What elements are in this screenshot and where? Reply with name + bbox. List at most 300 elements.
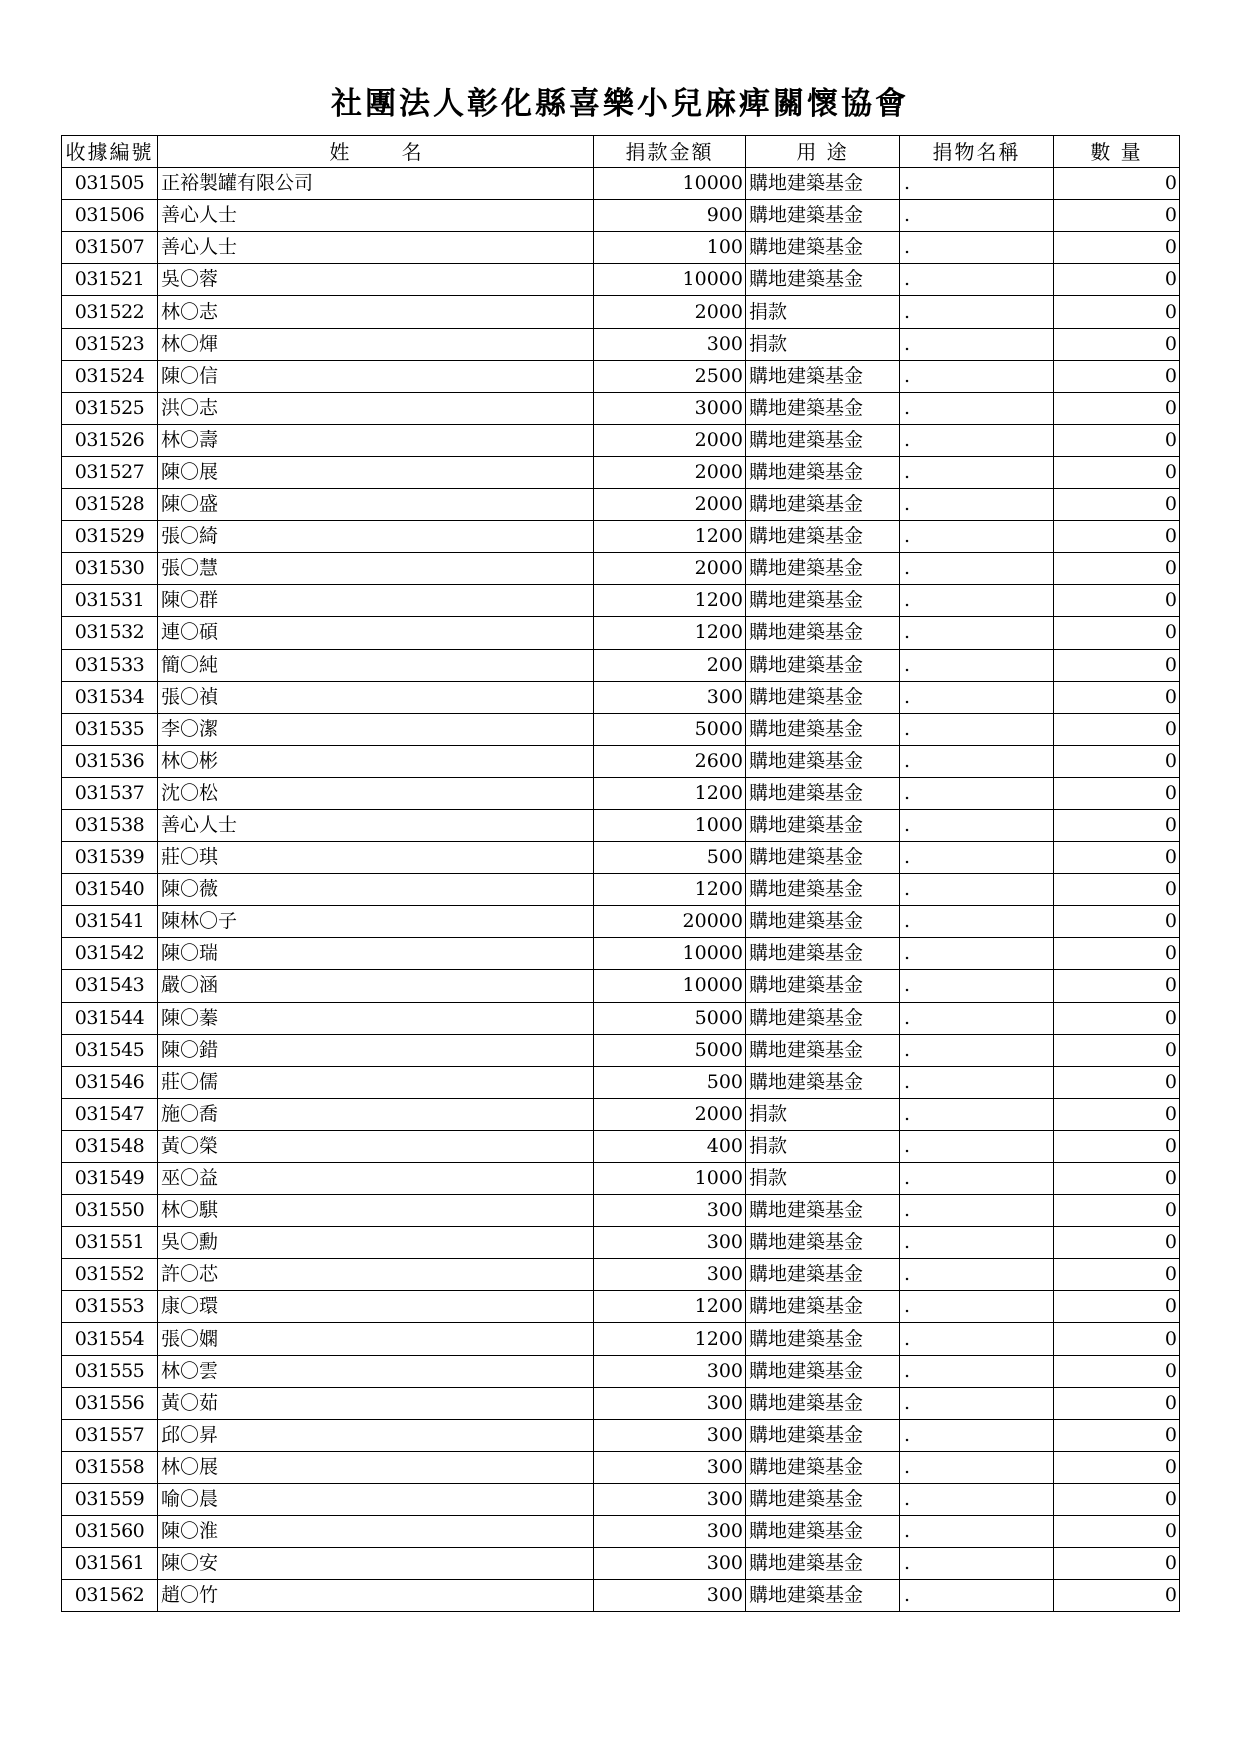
item-name-cell: . — [900, 681, 1054, 713]
receipt-no-cell: 031505 — [62, 168, 158, 200]
donor-name-cell: 陳林〇子 — [158, 906, 594, 938]
purpose-cell: 捐款 — [746, 1098, 900, 1130]
table-row — [62, 1130, 1180, 1162]
table-row — [62, 168, 1180, 200]
purpose-cell: 購地建築基金 — [746, 809, 900, 841]
quantity-cell: 0 — [1054, 392, 1180, 424]
table-row — [62, 360, 1180, 392]
amount-cell: 2000 — [594, 424, 746, 456]
item-name-cell: . — [900, 809, 1054, 841]
amount-cell: 10000 — [594, 970, 746, 1002]
quantity-cell: 0 — [1054, 264, 1180, 296]
donor-name-cell: 林〇志 — [158, 296, 594, 328]
amount-cell: 5000 — [594, 1034, 746, 1066]
table-row — [62, 970, 1180, 1002]
amount-cell: 5000 — [594, 713, 746, 745]
table-row — [62, 1387, 1180, 1419]
purpose-cell: 購地建築基金 — [746, 360, 900, 392]
table-row — [62, 938, 1180, 970]
quantity-cell: 0 — [1054, 1419, 1180, 1451]
receipt-no-cell: 031534 — [62, 681, 158, 713]
table-row — [62, 521, 1180, 553]
purpose-cell: 購地建築基金 — [746, 1195, 900, 1227]
item-name-cell: . — [900, 1451, 1054, 1483]
item-name-cell: . — [900, 168, 1054, 200]
purpose-cell: 捐款 — [746, 1163, 900, 1195]
item-name-cell: . — [900, 424, 1054, 456]
donor-name-cell: 張〇綺 — [158, 521, 594, 553]
table-row — [62, 1163, 1180, 1195]
amount-cell: 200 — [594, 649, 746, 681]
purpose-cell: 捐款 — [746, 296, 900, 328]
receipt-no-cell: 031506 — [62, 200, 158, 232]
item-name-cell: . — [900, 906, 1054, 938]
receipt-no-cell: 031552 — [62, 1259, 158, 1291]
item-name-cell: . — [900, 1002, 1054, 1034]
table-row — [62, 1259, 1180, 1291]
quantity-cell: 0 — [1054, 842, 1180, 874]
donor-name-cell: 黃〇茹 — [158, 1387, 594, 1419]
purpose-cell: 購地建築基金 — [746, 1291, 900, 1323]
purpose-cell: 購地建築基金 — [746, 617, 900, 649]
amount-cell: 10000 — [594, 938, 746, 970]
amount-cell: 10000 — [594, 264, 746, 296]
quantity-cell: 0 — [1054, 1227, 1180, 1259]
quantity-cell: 0 — [1054, 1580, 1180, 1612]
item-name-cell: . — [900, 1098, 1054, 1130]
table-row — [62, 392, 1180, 424]
receipt-no-cell: 031556 — [62, 1387, 158, 1419]
receipt-no-cell: 031536 — [62, 745, 158, 777]
item-name-cell: . — [900, 1419, 1054, 1451]
amount-cell: 1000 — [594, 1163, 746, 1195]
receipt-no-cell: 031554 — [62, 1323, 158, 1355]
donor-name-cell: 簡〇純 — [158, 649, 594, 681]
quantity-cell: 0 — [1054, 1034, 1180, 1066]
purpose-cell: 購地建築基金 — [746, 168, 900, 200]
purpose-cell: 購地建築基金 — [746, 1259, 900, 1291]
quantity-cell: 0 — [1054, 1259, 1180, 1291]
donor-name-cell: 林〇煇 — [158, 328, 594, 360]
item-name-cell: . — [900, 1130, 1054, 1162]
receipt-no-cell: 031527 — [62, 456, 158, 488]
item-name-cell: . — [900, 489, 1054, 521]
receipt-no-cell: 031546 — [62, 1066, 158, 1098]
receipt-no-cell: 031557 — [62, 1419, 158, 1451]
quantity-cell: 0 — [1054, 1323, 1180, 1355]
donor-name-cell: 張〇慧 — [158, 553, 594, 585]
header-quantity: 數 量 — [1054, 136, 1180, 168]
table-row — [62, 1098, 1180, 1130]
quantity-cell: 0 — [1054, 938, 1180, 970]
purpose-cell: 購地建築基金 — [746, 585, 900, 617]
item-name-cell: . — [900, 777, 1054, 809]
header-amount: 捐款金額 — [594, 136, 746, 168]
amount-cell: 300 — [594, 1516, 746, 1548]
item-name-cell: . — [900, 617, 1054, 649]
purpose-cell: 購地建築基金 — [746, 874, 900, 906]
table-row — [62, 1291, 1180, 1323]
donor-name-cell: 林〇壽 — [158, 424, 594, 456]
purpose-cell: 捐款 — [746, 1130, 900, 1162]
amount-cell: 1000 — [594, 809, 746, 841]
amount-cell: 1200 — [594, 1291, 746, 1323]
donor-name-cell: 陳〇安 — [158, 1548, 594, 1580]
table-row — [62, 1580, 1180, 1612]
table-row — [62, 1355, 1180, 1387]
purpose-cell: 購地建築基金 — [746, 1002, 900, 1034]
table-row — [62, 1516, 1180, 1548]
amount-cell: 300 — [594, 1419, 746, 1451]
table-row — [62, 809, 1180, 841]
donor-name-cell: 陳〇群 — [158, 585, 594, 617]
quantity-cell: 0 — [1054, 1002, 1180, 1034]
receipt-no-cell: 031507 — [62, 232, 158, 264]
item-name-cell: . — [900, 1227, 1054, 1259]
quantity-cell: 0 — [1054, 1355, 1180, 1387]
quantity-cell: 0 — [1054, 328, 1180, 360]
receipt-no-cell: 031558 — [62, 1451, 158, 1483]
purpose-cell: 購地建築基金 — [746, 200, 900, 232]
receipt-no-cell: 031555 — [62, 1355, 158, 1387]
quantity-cell: 0 — [1054, 1163, 1180, 1195]
amount-cell: 500 — [594, 842, 746, 874]
receipt-no-cell: 031529 — [62, 521, 158, 553]
purpose-cell: 購地建築基金 — [746, 681, 900, 713]
purpose-cell: 購地建築基金 — [746, 649, 900, 681]
table-row — [62, 777, 1180, 809]
table-row — [62, 553, 1180, 585]
item-name-cell: . — [900, 745, 1054, 777]
donor-name-cell: 陳〇蓁 — [158, 1002, 594, 1034]
table-header-row — [62, 136, 1180, 168]
document-title: 社團法人彰化縣喜樂小兒麻痺關懷協會 — [331, 86, 909, 122]
donor-name-cell: 陳〇瑞 — [158, 938, 594, 970]
item-name-cell: . — [900, 328, 1054, 360]
receipt-no-cell: 031539 — [62, 842, 158, 874]
purpose-cell: 購地建築基金 — [746, 1387, 900, 1419]
item-name-cell: . — [900, 1323, 1054, 1355]
donor-name-cell: 吳〇勳 — [158, 1227, 594, 1259]
receipt-no-cell: 031545 — [62, 1034, 158, 1066]
table-row — [62, 1034, 1180, 1066]
item-name-cell: . — [900, 874, 1054, 906]
item-name-cell: . — [900, 1066, 1054, 1098]
quantity-cell: 0 — [1054, 585, 1180, 617]
quantity-cell: 0 — [1054, 1130, 1180, 1162]
receipt-no-cell: 031541 — [62, 906, 158, 938]
item-name-cell: . — [900, 1516, 1054, 1548]
receipt-no-cell: 031532 — [62, 617, 158, 649]
table-row — [62, 585, 1180, 617]
purpose-cell: 購地建築基金 — [746, 1516, 900, 1548]
donor-name-cell: 林〇騏 — [158, 1195, 594, 1227]
table-row — [62, 1066, 1180, 1098]
item-name-cell: . — [900, 649, 1054, 681]
table-row — [62, 264, 1180, 296]
donor-name-cell: 陳〇薇 — [158, 874, 594, 906]
purpose-cell: 購地建築基金 — [746, 842, 900, 874]
table-row — [62, 424, 1180, 456]
quantity-cell: 0 — [1054, 1483, 1180, 1515]
table-row — [62, 296, 1180, 328]
amount-cell: 300 — [594, 328, 746, 360]
amount-cell: 300 — [594, 1548, 746, 1580]
table-row — [62, 1323, 1180, 1355]
receipt-no-cell: 031542 — [62, 938, 158, 970]
receipt-no-cell: 031533 — [62, 649, 158, 681]
quantity-cell: 0 — [1054, 553, 1180, 585]
receipt-no-cell: 031547 — [62, 1098, 158, 1130]
donor-name-cell: 莊〇儒 — [158, 1066, 594, 1098]
amount-cell: 300 — [594, 1259, 746, 1291]
amount-cell: 300 — [594, 681, 746, 713]
table-row — [62, 1227, 1180, 1259]
amount-cell: 20000 — [594, 906, 746, 938]
table-row — [62, 489, 1180, 521]
receipt-no-cell: 031521 — [62, 264, 158, 296]
item-name-cell: . — [900, 842, 1054, 874]
donor-name-cell: 嚴〇涵 — [158, 970, 594, 1002]
amount-cell: 300 — [594, 1227, 746, 1259]
receipt-no-cell: 031526 — [62, 424, 158, 456]
table-row — [62, 649, 1180, 681]
item-name-cell: . — [900, 1483, 1054, 1515]
purpose-cell: 購地建築基金 — [746, 938, 900, 970]
quantity-cell: 0 — [1054, 1098, 1180, 1130]
purpose-cell: 購地建築基金 — [746, 1034, 900, 1066]
amount-cell: 300 — [594, 1580, 746, 1612]
quantity-cell: 0 — [1054, 1387, 1180, 1419]
donor-name-cell: 黃〇榮 — [158, 1130, 594, 1162]
receipt-no-cell: 031544 — [62, 1002, 158, 1034]
quantity-cell: 0 — [1054, 809, 1180, 841]
amount-cell: 1200 — [594, 617, 746, 649]
receipt-no-cell: 031540 — [62, 874, 158, 906]
table-row — [62, 906, 1180, 938]
purpose-cell: 購地建築基金 — [746, 1548, 900, 1580]
quantity-cell: 0 — [1054, 713, 1180, 745]
table-row — [62, 842, 1180, 874]
quantity-cell: 0 — [1054, 232, 1180, 264]
header-purpose: 用 途 — [746, 136, 900, 168]
amount-cell: 900 — [594, 200, 746, 232]
receipt-no-cell: 031528 — [62, 489, 158, 521]
table-row — [62, 1419, 1180, 1451]
purpose-cell: 購地建築基金 — [746, 970, 900, 1002]
item-name-cell: . — [900, 970, 1054, 1002]
amount-cell: 300 — [594, 1195, 746, 1227]
receipt-no-cell: 031559 — [62, 1483, 158, 1515]
item-name-cell: . — [900, 456, 1054, 488]
donor-name-cell: 莊〇琪 — [158, 842, 594, 874]
table-row — [62, 874, 1180, 906]
quantity-cell: 0 — [1054, 296, 1180, 328]
quantity-cell: 0 — [1054, 1291, 1180, 1323]
donor-name-cell: 連〇碩 — [158, 617, 594, 649]
purpose-cell: 購地建築基金 — [746, 1451, 900, 1483]
donor-name-cell: 陳〇信 — [158, 360, 594, 392]
table-row — [62, 681, 1180, 713]
quantity-cell: 0 — [1054, 489, 1180, 521]
donor-name-cell: 陳〇錯 — [158, 1034, 594, 1066]
table-row — [62, 1451, 1180, 1483]
amount-cell: 300 — [594, 1483, 746, 1515]
table-row — [62, 328, 1180, 360]
table-row — [62, 1548, 1180, 1580]
donation-table — [61, 135, 1180, 1612]
quantity-cell: 0 — [1054, 1195, 1180, 1227]
quantity-cell: 0 — [1054, 1516, 1180, 1548]
quantity-cell: 0 — [1054, 168, 1180, 200]
item-name-cell: . — [900, 938, 1054, 970]
table-row — [62, 745, 1180, 777]
receipt-no-cell: 031550 — [62, 1195, 158, 1227]
amount-cell: 1200 — [594, 521, 746, 553]
item-name-cell: . — [900, 232, 1054, 264]
receipt-no-cell: 031562 — [62, 1580, 158, 1612]
receipt-no-cell: 031525 — [62, 392, 158, 424]
purpose-cell: 購地建築基金 — [746, 553, 900, 585]
amount-cell: 100 — [594, 232, 746, 264]
item-name-cell: . — [900, 264, 1054, 296]
amount-cell: 5000 — [594, 1002, 746, 1034]
amount-cell: 2000 — [594, 489, 746, 521]
donor-name-cell: 吳〇蓉 — [158, 264, 594, 296]
table-row — [62, 232, 1180, 264]
amount-cell: 500 — [594, 1066, 746, 1098]
table-row — [62, 456, 1180, 488]
receipt-no-cell: 031523 — [62, 328, 158, 360]
table-row — [62, 1002, 1180, 1034]
donor-name-cell: 張〇嫻 — [158, 1323, 594, 1355]
item-name-cell: . — [900, 200, 1054, 232]
receipt-no-cell: 031522 — [62, 296, 158, 328]
quantity-cell: 0 — [1054, 906, 1180, 938]
receipt-no-cell: 031530 — [62, 553, 158, 585]
amount-cell: 2000 — [594, 553, 746, 585]
donor-name-cell: 林〇彬 — [158, 745, 594, 777]
amount-cell: 2600 — [594, 745, 746, 777]
receipt-no-cell: 031561 — [62, 1548, 158, 1580]
donor-name-cell: 喻〇晨 — [158, 1483, 594, 1515]
donor-name-cell: 沈〇松 — [158, 777, 594, 809]
purpose-cell: 購地建築基金 — [746, 745, 900, 777]
item-name-cell: . — [900, 360, 1054, 392]
amount-cell: 300 — [594, 1387, 746, 1419]
item-name-cell: . — [900, 392, 1054, 424]
quantity-cell: 0 — [1054, 521, 1180, 553]
donor-name-cell: 施〇喬 — [158, 1098, 594, 1130]
quantity-cell: 0 — [1054, 1451, 1180, 1483]
donor-name-cell: 康〇環 — [158, 1291, 594, 1323]
amount-cell: 1200 — [594, 585, 746, 617]
quantity-cell: 0 — [1054, 617, 1180, 649]
amount-cell: 1200 — [594, 874, 746, 906]
receipt-no-cell: 031553 — [62, 1291, 158, 1323]
purpose-cell: 購地建築基金 — [746, 713, 900, 745]
donor-name-cell: 趙〇竹 — [158, 1580, 594, 1612]
table-row — [62, 713, 1180, 745]
quantity-cell: 0 — [1054, 1548, 1180, 1580]
donor-name-cell: 善心人士 — [158, 200, 594, 232]
quantity-cell: 0 — [1054, 360, 1180, 392]
donor-name-cell: 善心人士 — [158, 809, 594, 841]
quantity-cell: 0 — [1054, 874, 1180, 906]
purpose-cell: 購地建築基金 — [746, 1580, 900, 1612]
quantity-cell: 0 — [1054, 649, 1180, 681]
item-name-cell: . — [900, 585, 1054, 617]
purpose-cell: 購地建築基金 — [746, 232, 900, 264]
item-name-cell: . — [900, 553, 1054, 585]
donor-name-cell: 張〇禎 — [158, 681, 594, 713]
amount-cell: 1200 — [594, 777, 746, 809]
amount-cell: 300 — [594, 1451, 746, 1483]
purpose-cell: 購地建築基金 — [746, 392, 900, 424]
quantity-cell: 0 — [1054, 745, 1180, 777]
purpose-cell: 購地建築基金 — [746, 1323, 900, 1355]
item-name-cell: . — [900, 713, 1054, 745]
quantity-cell: 0 — [1054, 777, 1180, 809]
quantity-cell: 0 — [1054, 424, 1180, 456]
purpose-cell: 捐款 — [746, 328, 900, 360]
quantity-cell: 0 — [1054, 1066, 1180, 1098]
purpose-cell: 購地建築基金 — [746, 906, 900, 938]
amount-cell: 300 — [594, 1355, 746, 1387]
item-name-cell: . — [900, 1034, 1054, 1066]
purpose-cell: 購地建築基金 — [746, 1066, 900, 1098]
receipt-no-cell: 031538 — [62, 809, 158, 841]
table-row — [62, 200, 1180, 232]
amount-cell: 10000 — [594, 168, 746, 200]
purpose-cell: 購地建築基金 — [746, 777, 900, 809]
purpose-cell: 購地建築基金 — [746, 456, 900, 488]
item-name-cell: . — [900, 1163, 1054, 1195]
table-row — [62, 1195, 1180, 1227]
receipt-no-cell: 031548 — [62, 1130, 158, 1162]
receipt-no-cell: 031543 — [62, 970, 158, 1002]
item-name-cell: . — [900, 1580, 1054, 1612]
receipt-no-cell: 031535 — [62, 713, 158, 745]
table-row — [62, 1483, 1180, 1515]
item-name-cell: . — [900, 1291, 1054, 1323]
donor-name-cell: 善心人士 — [158, 232, 594, 264]
item-name-cell: . — [900, 1355, 1054, 1387]
amount-cell: 2000 — [594, 456, 746, 488]
receipt-no-cell: 031531 — [62, 585, 158, 617]
header-item-name: 捐物名稱 — [900, 136, 1054, 168]
receipt-no-cell: 031524 — [62, 360, 158, 392]
table-row — [62, 617, 1180, 649]
donor-name-cell: 正裕製罐有限公司 — [158, 168, 594, 200]
amount-cell: 3000 — [594, 392, 746, 424]
table-body — [62, 168, 1180, 1612]
donor-name-cell: 陳〇淮 — [158, 1516, 594, 1548]
purpose-cell: 購地建築基金 — [746, 1483, 900, 1515]
donor-name-cell: 許〇芯 — [158, 1259, 594, 1291]
receipt-no-cell: 031549 — [62, 1163, 158, 1195]
amount-cell: 1200 — [594, 1323, 746, 1355]
purpose-cell: 購地建築基金 — [746, 1355, 900, 1387]
purpose-cell: 購地建築基金 — [746, 264, 900, 296]
quantity-cell: 0 — [1054, 681, 1180, 713]
donor-name-cell: 李〇潔 — [158, 713, 594, 745]
receipt-no-cell: 031537 — [62, 777, 158, 809]
item-name-cell: . — [900, 1548, 1054, 1580]
purpose-cell: 購地建築基金 — [746, 1419, 900, 1451]
amount-cell: 2500 — [594, 360, 746, 392]
purpose-cell: 購地建築基金 — [746, 521, 900, 553]
